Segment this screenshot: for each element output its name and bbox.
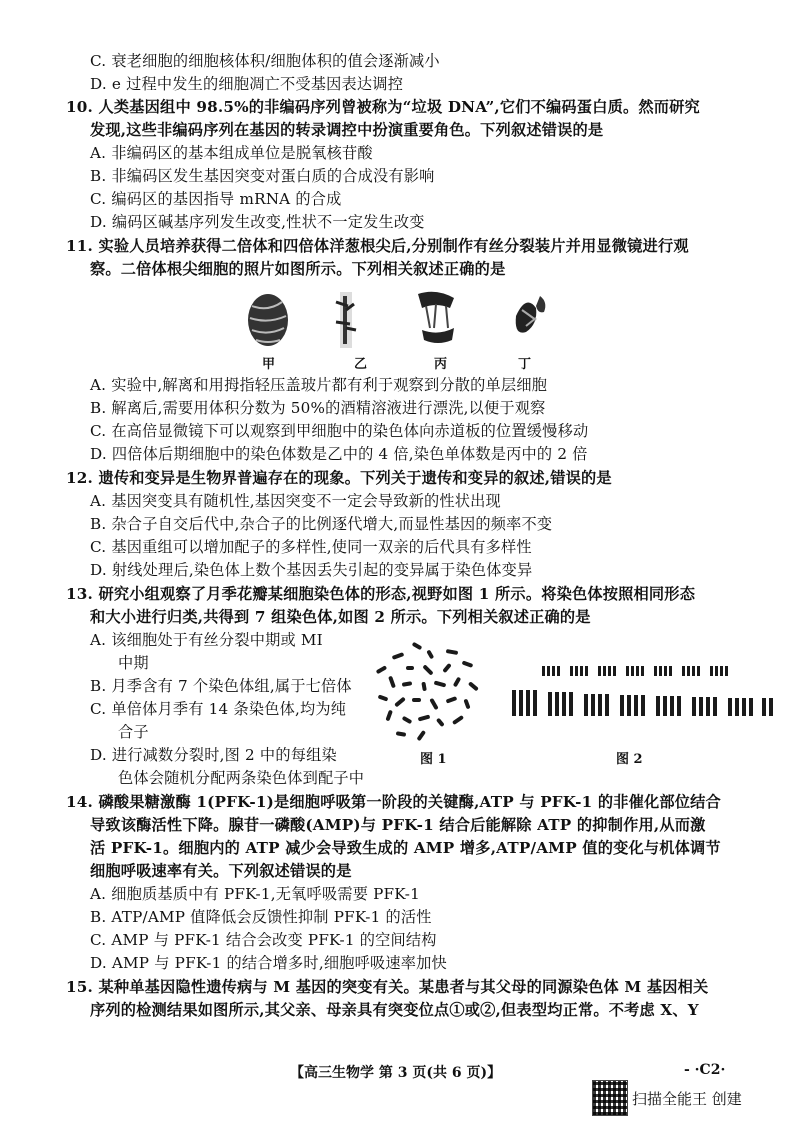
q13-stem-line2: 和大小进行归类,共得到 7 组染色体,如图 2 所示。下列相关叙述正确的是 [90, 608, 591, 626]
q14-option-c: C. AMP 与 PFK-1 结合会改变 PFK-1 的空间结构 [90, 931, 437, 949]
scanner-watermark-text: 扫描全能王 创建 [632, 1090, 742, 1108]
page-code: - ·C2· [684, 1062, 726, 1078]
q13-option-b: B. 月季含有 7 个染色体组,属于七倍体 [90, 677, 352, 695]
cell-bing-image [418, 292, 454, 343]
q10-option-b: B. 非编码区发生基因突变对蛋白质的合成没有影响 [90, 167, 435, 185]
q11-label-jia: 甲 [262, 357, 276, 372]
q12-option-b: B. 杂合子自交后代中,杂合子的比例逐代增大,而显性基因的频率不变 [90, 515, 553, 533]
q9-option-d: D. e 过程中发生的细胞凋亡不受基因表达调控 [90, 75, 404, 93]
q11-label-bing: 丙 [434, 357, 448, 372]
page-number-label: 【高三生物学 第 3 页(共 6 页)】 [290, 1065, 502, 1081]
q13-option-c-line1: C. 单倍体月季有 14 条染色体,均为纯 [90, 700, 347, 718]
q14-stem-line3: 活 PFK-1。细胞内的 ATP 减少会导致生成的 AMP 增多,ATP/AMP 值的变化与机体调节 [90, 839, 721, 857]
q13-figure-1-caption: 图 1 [420, 752, 447, 767]
q10-stem-line1: 10. 人类基因组中 98.5%的非编码序列曾被称为“垃圾 DNA”,它们不编码蛋白质。然而研究 [66, 98, 700, 116]
q10-option-a: A. 非编码区的基本组成单位是脱氧核苷酸 [90, 144, 373, 162]
q13-option-c-line2: 合子 [118, 723, 149, 741]
q11-cell-images [236, 286, 566, 350]
q11-option-b: B. 解离后,需要用体积分数为 50%的酒精溶液进行漂洗,以便于观察 [90, 399, 546, 417]
q15-stem-line2: 序列的检测结果如图所示,其父亲、母亲具有突变位点①或②,但表型均正常。不考虑 X、Y [90, 1001, 699, 1019]
q11-option-c: C. 在高倍显微镜下可以观察到甲细胞中的染色体向赤道板的位置缓慢移动 [90, 422, 589, 440]
q11-stem-line1: 11. 实验人员培养获得二倍体和四倍体洋葱根尖后,分别制作有丝分裂装片并用显微镜进行观 [66, 237, 689, 255]
q13-option-a-line2: 中期 [118, 654, 149, 672]
q13-option-a-line1: A. 该细胞处于有丝分裂中期或 MⅠ [90, 631, 323, 649]
q11-option-a: A. 实验中,解离和用拇指轻压盖玻片都有利于观察到分散的单层细胞 [90, 376, 548, 394]
q13-option-d-line1: D. 进行减数分裂时,图 2 中的每组染 [90, 746, 337, 764]
q11-stem-line2: 察。二倍体根尖细胞的照片如图所示。下列相关叙述正确的是 [90, 260, 506, 278]
q13-stem-line1: 13. 研究小组观察了月季花瓣某细胞染色体的形态,视野如图 1 所示。将染色体按照相同形态 [66, 585, 696, 603]
q10-option-d: D. 编码区碱基序列发生改变,性状不一定发生改变 [90, 213, 425, 231]
q13-option-d-line2: 色体会随机分配两条染色体到配子中 [118, 769, 365, 787]
q12-option-c: C. 基因重组可以增加配子的多样性,使同一双亲的后代具有多样性 [90, 538, 532, 556]
q14-option-d: D. AMP 与 PFK-1 的结合增多时,细胞呼吸速率加快 [90, 954, 447, 972]
q10-stem-line2: 发现,这些非编码序列在基因的转录调控中扮演重要角色。下列叙述错误的是 [90, 121, 604, 139]
q14-option-a: A. 细胞质基质中有 PFK-1,无氧呼吸需要 PFK-1 [90, 885, 420, 903]
q13-figure-2-caption: 图 2 [616, 752, 643, 767]
q13-figure-2-karyotype [512, 662, 780, 720]
q11-option-d: D. 四倍体后期细胞中的染色体数是乙中的 4 倍,染色单体数是丙中的 2 倍 [90, 445, 588, 463]
q11-label-ding: 丁 [518, 357, 532, 372]
q14-option-b: B. ATP/AMP 值降低会反馈性抑制 PFK-1 的活性 [90, 908, 432, 926]
qr-code-icon [592, 1080, 628, 1116]
cell-ding-image [516, 296, 546, 333]
q12-option-a: A. 基因突变具有随机性,基因突变不一定会导致新的性状出现 [90, 492, 501, 510]
q10-option-c: C. 编码区的基因指导 mRNA 的合成 [90, 190, 342, 208]
q12-stem: 12. 遗传和变异是生物界普遍存在的现象。下列关于遗传和变异的叙述,错误的是 [66, 469, 612, 487]
q13-figure-1-chromosome-spread [372, 640, 484, 750]
cell-jia-image [248, 294, 288, 346]
q11-label-yi: 乙 [354, 357, 368, 372]
q12-option-d: D. 射线处理后,染色体上数个基因丢失引起的变异属于染色体变异 [90, 561, 533, 579]
q14-stem-line1: 14. 磷酸果糖激酶 1(PFK-1)是细胞呼吸第一阶段的关键酶,ATP 与 PFK-1 的非催化部位结合 [66, 793, 721, 811]
q14-stem-line2: 导致该酶活性下降。腺苷一磷酸(AMP)与 PFK-1 结合后能解除 ATP 的抑制作用,从而激 [90, 816, 706, 834]
scanner-watermark [592, 1078, 782, 1118]
cell-yi-image [336, 292, 356, 348]
q15-stem-line1: 15. 某种单基因隐性遗传病与 M 基因的突变有关。某患者与其父母的同源染色体 M 基因相关 [66, 978, 709, 996]
q14-stem-line4: 细胞呼吸速率有关。下列叙述错误的是 [90, 862, 352, 880]
q9-option-c: C. 衰老细胞的细胞核体积/细胞体积的值会逐渐减小 [90, 52, 440, 70]
